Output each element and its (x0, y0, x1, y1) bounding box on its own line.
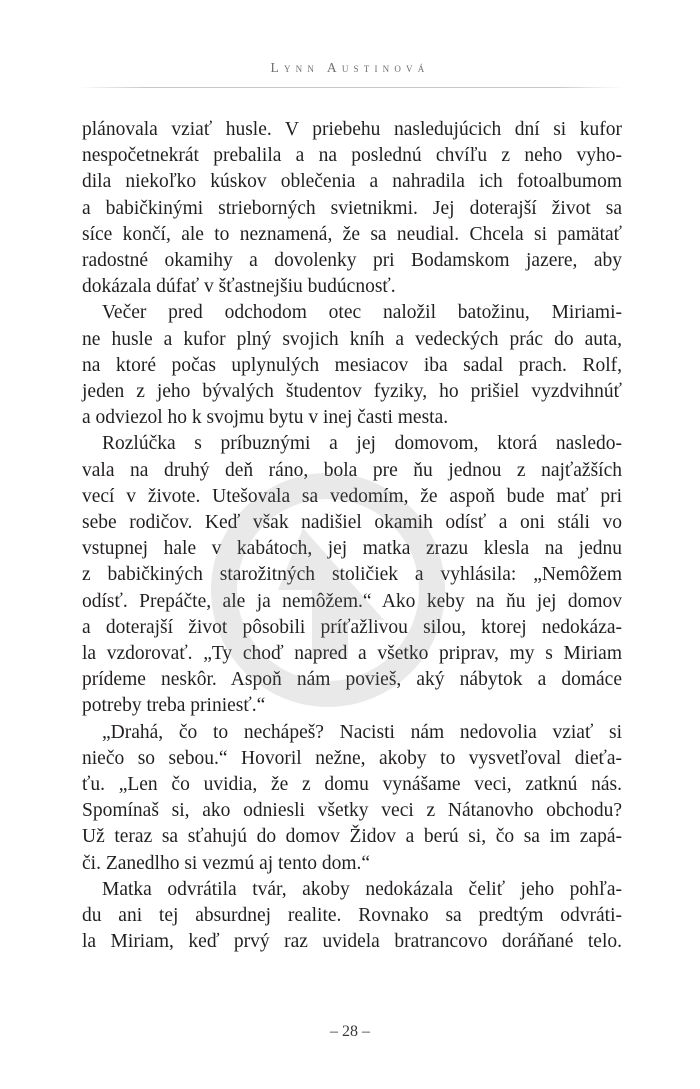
text-line: na ktoré počas uplynulých mesiacov iba sadal prach. Rolf, (82, 354, 622, 376)
running-head: Lynn Austinová (270, 60, 430, 75)
text-line: a babičkinými strieborných svietnikmi. Jej doterajší život sa (82, 197, 622, 219)
text-line: vstupnej hale v kabátoch, jej matka zrazu klesla na jednu (82, 538, 622, 560)
text-line: Už teraz sa sťahujú do domov Židov a berú si, čo sa im zapá- (82, 826, 622, 848)
text-line: radostné okamihy a dovolenky pri Bodamskom jazere, aby (82, 250, 622, 272)
text-line: a doterajší život pôsobili príťažlivou silou, ktorej nedokáza- (82, 616, 622, 638)
text-line: plánovala vziať husle. V priebehu nasledujúcich dní si kufor (82, 119, 622, 140)
text-line: ťu. „Len čo uvidia, že z domu vynášame veci, zatknú nás. (82, 774, 622, 796)
paragraph (82, 877, 622, 956)
paragraph (82, 300, 622, 431)
text-line: du ani tej absurdnej realite. Rovnako sa predtým odvráti- (82, 905, 622, 927)
page-number: – 28 – (330, 1023, 370, 1040)
text-line: Rozlúčka s príbuznými a jej domovom, ktorá nasledo- (102, 433, 622, 455)
text-line: vala na druhý deň ráno, bola pre ňu jednou z najťažších (82, 459, 622, 481)
text-line: potreby treba priniesť.“ (82, 695, 266, 717)
text-line: vecí v živote. Utešovala sa vedomím, že aspoň bude mať pri (82, 485, 622, 507)
text-line: jeden z jeho bývalých študentov fyziky, ho prišiel vyzdvihnúť (82, 381, 622, 403)
text-line: síce končí, ale to neznamená, že sa neudial. Chcela si pamätať (82, 223, 622, 245)
text-line: z babičkiných starožitných stoličiek a vyhlásila: „Nemôžem (82, 564, 622, 586)
paragraph (82, 431, 622, 719)
header-rule (78, 87, 623, 88)
text-line: prídeme neskôr. Aspoň nám povieš, aký nábytok a domáce (82, 669, 622, 691)
text-line: niečo so sebou.“ Hovoril nežne, akoby to vysvetľoval dieťa- (82, 747, 622, 769)
text-line: Matka odvrátila tvár, akoby nedokázala čeliť jeho pohľa- (102, 878, 622, 900)
text-line: dokázala dúfať v šťastnejšiu budúcnosť. (82, 276, 396, 298)
body-text (82, 117, 622, 956)
paragraph (82, 720, 622, 877)
text-line: sebe rodičov. Keď však nadišiel okamih odísť a oni stáli vo (82, 512, 622, 534)
text-line: nespočetnekrát prebalila a na poslednú chvíľu z neho vyho- (82, 145, 622, 167)
text-line: Spomínaš si, ako odniesli všetky veci z Nátanovho obchodu? (82, 800, 622, 822)
text-line: dila niekoľko kúskov oblečenia a nahradila ich fotoalbumom (82, 171, 622, 193)
text-line: Večer pred odchodom otec naložil batožinu, Miriami- (102, 302, 622, 324)
text-line: la vzdorovať. „Ty choď napred a všetko priprav, my s Miriam (82, 643, 622, 665)
text-line: odísť. Prepáčte, ale ja nemôžem.“ Ako keby na ňu jej domov (82, 590, 622, 612)
text-line: a odviezol ho k svojmu bytu v inej časti mesta. (82, 407, 449, 429)
paragraph (82, 117, 622, 300)
text-line: ne husle a kufor plný svojich kníh a vedeckých prác do auta, (82, 328, 622, 350)
text-line: la Miriam, keď prvý raz uvidela bratrancovo doráňané telo. (82, 931, 622, 953)
text-line: „Drahá, čo to nechápeš? Nacisti nám nedovolia vziať si (102, 721, 622, 743)
text-line: či. Zanedlho si vezmú aj tento dom.“ (82, 852, 371, 874)
